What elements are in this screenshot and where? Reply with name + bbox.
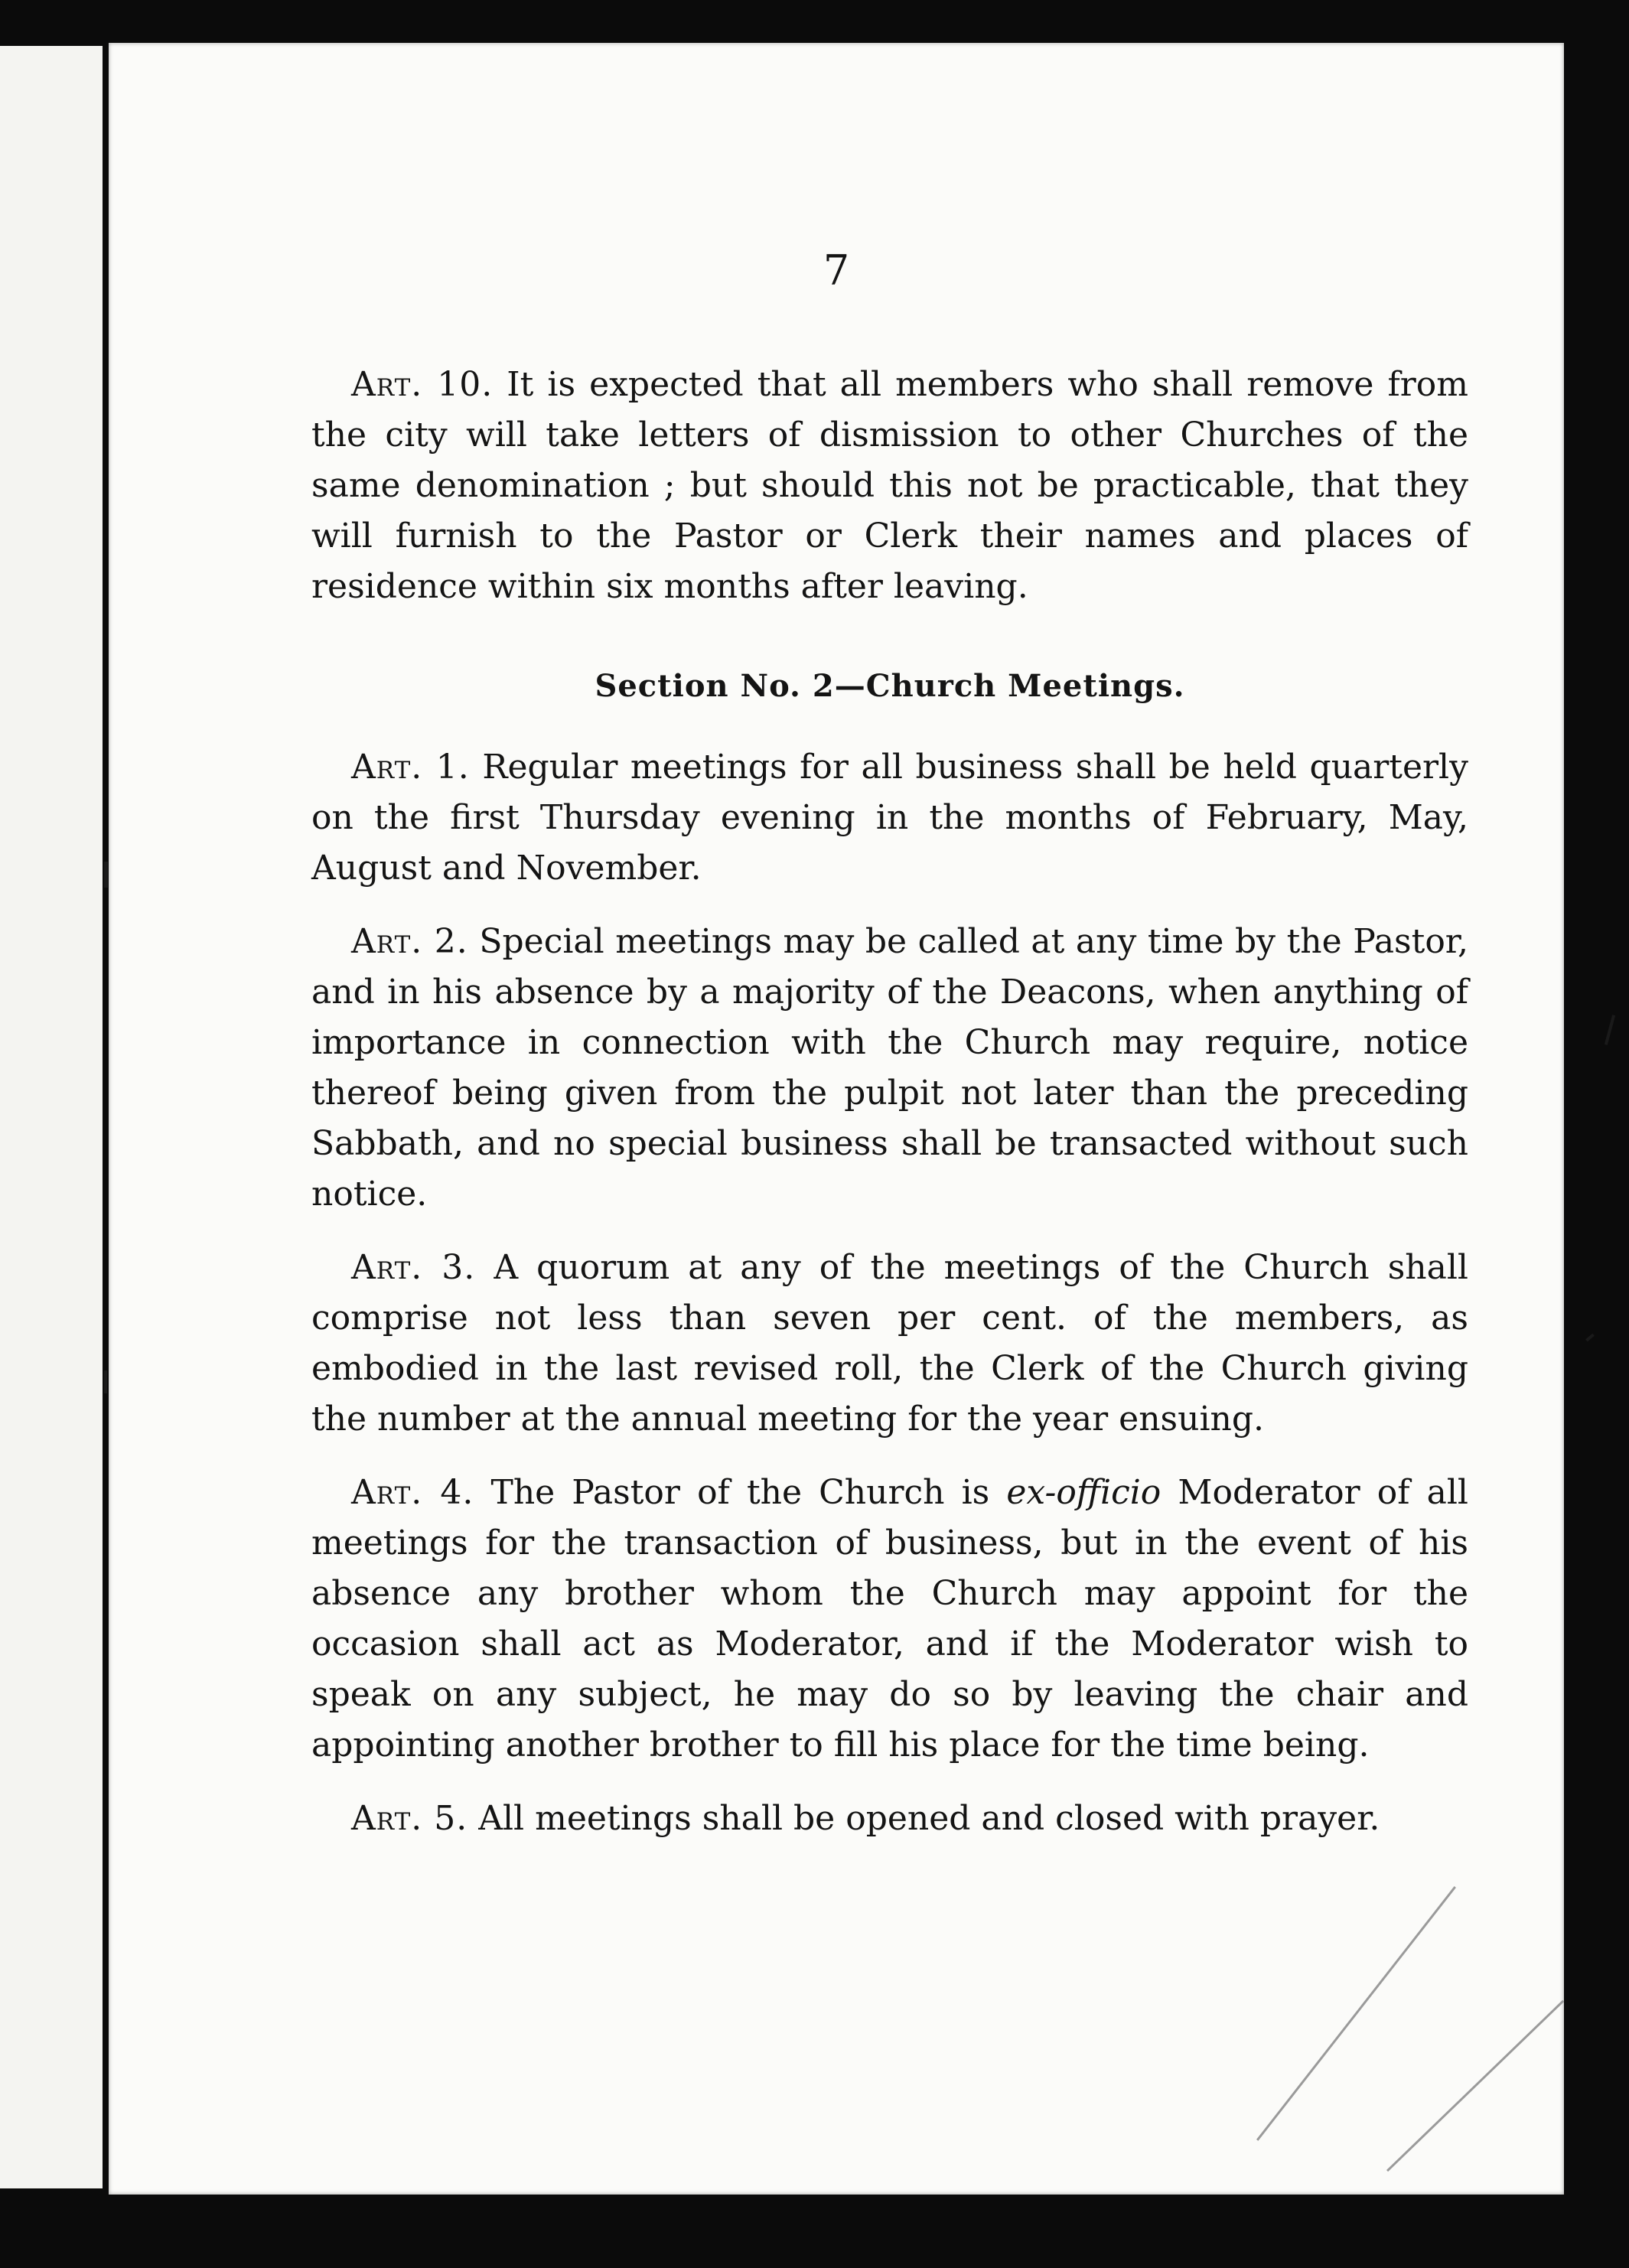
book-page bbox=[109, 43, 1564, 2195]
page-number: 7 bbox=[823, 246, 850, 295]
article-label: Art. 10. bbox=[351, 365, 494, 404]
article-label: Art. 3. bbox=[351, 1248, 476, 1287]
page-body bbox=[311, 360, 1468, 1867]
margin-mark bbox=[1585, 1334, 1595, 1342]
page-fold-crease bbox=[1386, 2000, 1564, 2172]
article-4 bbox=[311, 1468, 1468, 1771]
article-text: Regular meetings for all business shall be held quarterly on the first Thursday evening in the months of February, May, August and November. bbox=[311, 748, 1468, 888]
article-3 bbox=[311, 1243, 1468, 1445]
margin-mark bbox=[104, 862, 108, 888]
margin-mark bbox=[104, 1370, 107, 1393]
article-2 bbox=[311, 917, 1468, 1220]
page-fold-crease bbox=[1256, 1886, 1456, 2141]
article-label: Art. 4. bbox=[351, 1473, 474, 1512]
article-10 bbox=[311, 360, 1468, 612]
article-1 bbox=[311, 742, 1468, 894]
article-text: Special meetings may be called at any time by the Pastor, and in his absence by a majority of the Deacons, when anything of importance in connection with the Church may require, notice thereof being given from the pulpit not later than the preceding Sabbath, and no special business shall be transacted without such notice. bbox=[311, 922, 1468, 1214]
margin-mark bbox=[1605, 1015, 1615, 1045]
article-text-italic: ex-officio bbox=[1006, 1473, 1161, 1512]
article-text: All meetings shall be opened and closed with prayer. bbox=[478, 1799, 1380, 1838]
facing-page-edge bbox=[0, 46, 103, 2188]
section-heading: Section No. 2—Church Meetings. bbox=[595, 668, 1185, 704]
article-5 bbox=[311, 1794, 1468, 1844]
article-text-after: Moderator of all meetings for the transaction of business, but in the event of his absence any brother whom the Church may appoint for the occasion shall act as Moderator, and if the Moderator wish to speak on any subject, he may do so by leaving the chair and appointing another brother to fill his place for the time being. bbox=[311, 1473, 1469, 1765]
article-label: Art. 5. bbox=[351, 1799, 468, 1838]
article-text: It is expected that all members who shall remove from the city will take letters of dismission to other Churches of the same denomination ; but should this not be practicable, that they will furnish to the Pastor or Clerk their names and places of residence within six months after leaving. bbox=[311, 365, 1468, 606]
article-label: Art. 2. bbox=[351, 922, 468, 961]
article-text: A quorum at any of the meetings of the Church shall comprise not less than seven per cent. of the members, as embodied in the last revised roll, the Clerk of the Church giving the number at the annual meeting for the year ensuing. bbox=[311, 1248, 1468, 1439]
article-text-before: The Pastor of the Church is bbox=[490, 1473, 990, 1512]
article-label: Art. 1. bbox=[351, 748, 470, 787]
